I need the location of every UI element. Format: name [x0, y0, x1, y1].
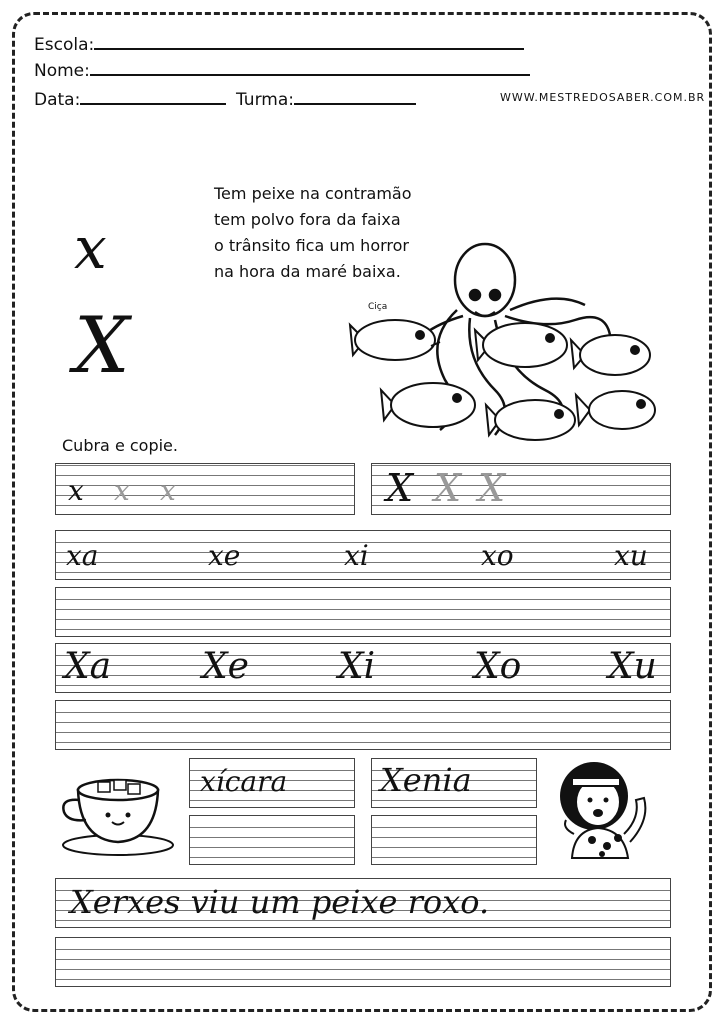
sentence-copy-box[interactable] — [55, 937, 671, 987]
class-blank[interactable] — [294, 89, 416, 105]
date-field — [34, 89, 226, 110]
trace-letter: X — [386, 466, 414, 510]
trace-letter: X — [434, 466, 462, 510]
school-label: Escola: — [34, 35, 95, 55]
syllable: Xe — [202, 646, 249, 687]
website-url: WWW.MESTREDOSABER.COM.BR — [500, 91, 706, 104]
date-label: Data: — [34, 90, 81, 110]
word-box-right[interactable] — [371, 758, 537, 808]
class-field — [236, 89, 416, 110]
fish-icon — [350, 320, 440, 360]
name-field — [34, 60, 530, 81]
word-box-left[interactable] — [189, 758, 355, 808]
poem-line: o trânsito fica um horror — [214, 236, 409, 255]
fish-icon — [571, 335, 650, 375]
sentence-box[interactable] — [55, 878, 671, 928]
fish-caption: Ciça — [368, 302, 388, 312]
lowercase-trace-box[interactable] — [55, 463, 355, 515]
syllable: xu — [614, 539, 648, 572]
teacup-icon — [58, 770, 176, 858]
class-label: Turma: — [236, 90, 294, 110]
trace-letter: x — [114, 474, 130, 507]
poem-line: tem polvo fora da faixa — [214, 210, 401, 229]
poem-line: Tem peixe na contramão — [214, 184, 412, 203]
name-label: Nome: — [34, 61, 90, 81]
name-blank[interactable] — [90, 60, 530, 76]
fish-icon — [576, 391, 655, 429]
word: xícara — [200, 765, 288, 798]
fish-icon — [486, 400, 575, 440]
uppercase-letter: X — [74, 301, 130, 391]
uppercase-copy-box[interactable] — [55, 700, 671, 750]
syllable: Xu — [608, 646, 657, 687]
trace-letter: X — [478, 466, 506, 510]
uppercase-trace-box[interactable] — [371, 463, 671, 515]
lowercase-syllables-box[interactable] — [55, 530, 671, 580]
child-icon — [552, 758, 656, 860]
syllable: xa — [66, 539, 99, 572]
poem-line: na hora da maré baixa. — [214, 262, 401, 281]
syllable: xe — [208, 539, 241, 572]
trace-letter: x — [68, 474, 84, 507]
sentence: Xerxes viu um peixe roxo. — [70, 883, 490, 921]
school-field — [34, 34, 524, 55]
fish-icon — [475, 323, 567, 367]
syllable: xo — [481, 539, 514, 572]
lowercase-copy-box[interactable] — [55, 587, 671, 637]
syllable: xi — [344, 539, 369, 572]
instruction-text: Cubra e copie. — [62, 436, 178, 455]
lowercase-letter: x — [74, 214, 107, 282]
school-blank[interactable] — [94, 34, 524, 50]
trace-letter: x — [160, 474, 176, 507]
word-copy-box-right[interactable] — [371, 815, 537, 865]
syllable: Xi — [338, 646, 376, 687]
word-copy-box-left[interactable] — [189, 815, 355, 865]
word: Xenia — [380, 761, 472, 799]
syllable: Xa — [64, 646, 112, 687]
octopus-fish-illustration — [345, 240, 660, 445]
syllable: Xo — [474, 646, 522, 687]
fish-icon — [381, 383, 475, 427]
date-blank[interactable] — [80, 89, 226, 105]
uppercase-syllables-box[interactable] — [55, 643, 671, 693]
